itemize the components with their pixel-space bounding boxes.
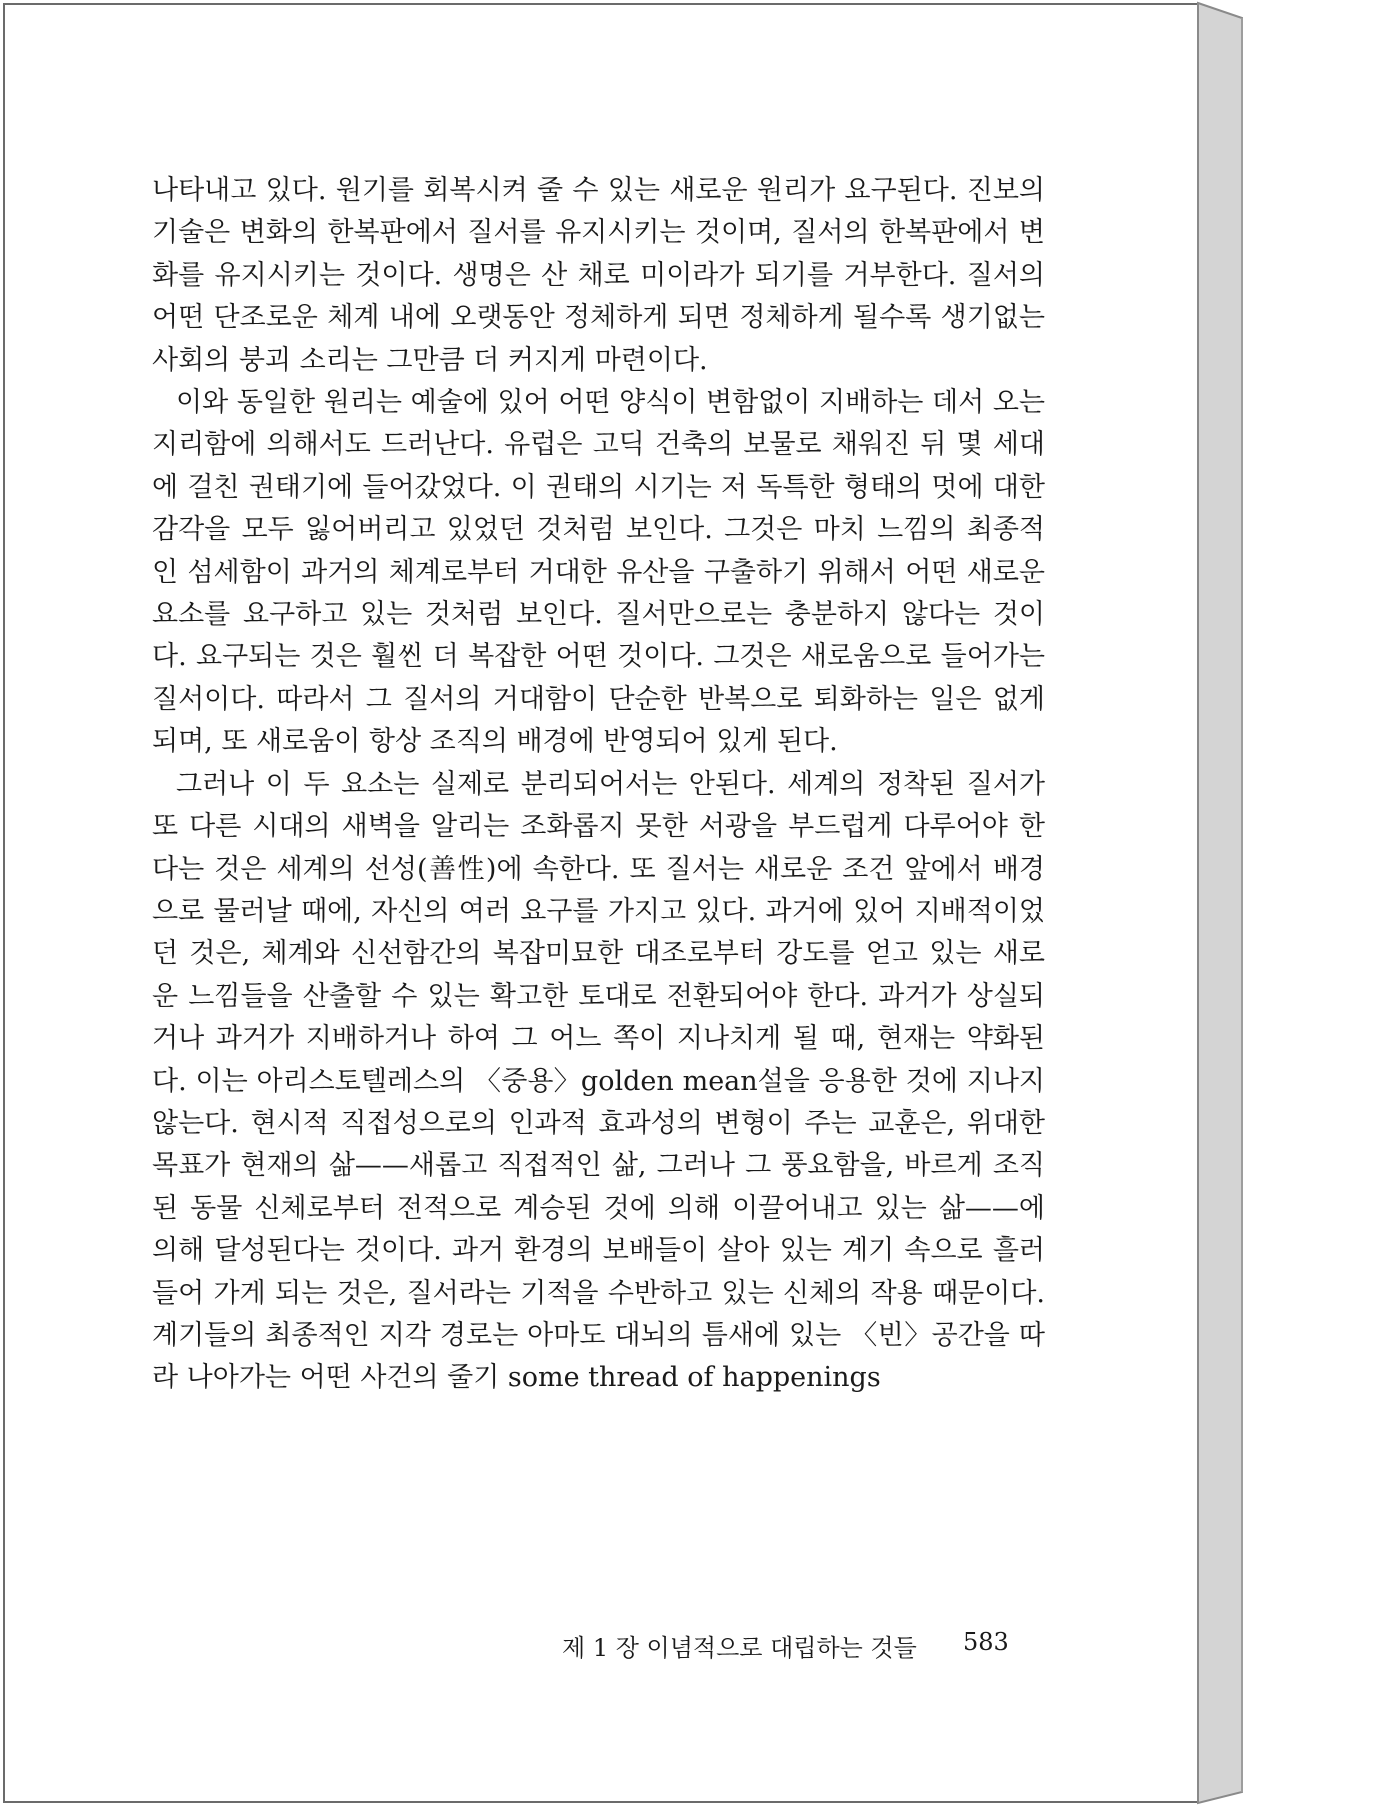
body-text [152,170,1045,1400]
paragraph-3: 그러나 이 두 요소는 실제로 분리되어서는 안된다. 세계의 정착된 질서가 또 다른 시대의 새벽을 알리는 조화롭지 못한 서광을 부드럽게 다루어야 한다는 것은 세계의 선성(善性)에 속한다. 또 질서는 새로운 조건 앞에서 배경으로 물러날 때에, 자신의 여러 요구를 가지고 있다. 과거에 있어 지배적이었던 것은, 체계와 신선함간의 복잡미묘한 대조로부터 강도를 얻고 있는 새로운 느낌들을 산출할 수 있는 확고한 토대로 전환되어야 한다. 과거가 상실되거나 과거가 지배하거나 하여 그 어느 쪽이 지나치게 될 때, 현재는 약화된다. 이는 아리스토텔레스의 〈중용〉golden mean설을 응용한 것에 지나지 않는다. 현시적 직접성으로의 인과적 효과성의 변형이 주는 교훈은, 위대한 목표가 현재의 삶——새롭고 직접적인 삶, 그러나 그 풍요함을, 바르게 조직된 동물 신체로부터 전적으로 계승된 것에 의해 이끌어내고 있는 삶——에 의해 달성된다는 것이다. 과거 환경의 보배들이 살아 있는 계기 속으로 흘러들어 가게 되는 것은, 질서라는 기적을 수반하고 있는 신체의 작용 때문이다. 계기들의 최종적인 지각 경로는 아마도 대뇌의 틈새에 있는 〈빈〉공간을 따라 나아가는 어떤 사건의 줄기 some thread of happenings [152,768,1045,1394]
running-footer-chapter: 제 1 장 이념적으로 대립하는 것들 [562,1634,917,1662]
page-number: 583 [963,1628,1009,1656]
paragraph-1: 나타내고 있다. 원기를 회복시켜 줄 수 있는 새로운 원리가 요구된다. 진보의 기술은 변화의 한복판에서 질서를 유지시키는 것이며, 질서의 한복판에서 변화를 유지시키는 것이다. 생명은 산 채로 미이라가 되기를 거부한다. 질서의 어떤 단조로운 체계 내에 오랫동안 정체하게 되면 정체하게 될수록 생기없는 사회의 붕괴 소리는 그만큼 더 커지게 마련이다. [152,175,1045,376]
paragraph-2: 이와 동일한 원리는 예술에 있어 어떤 양식이 변함없이 지배하는 데서 오는 지리함에 의해서도 드러난다. 유럽은 고딕 건축의 보물로 채워진 뒤 몇 세대에 걸친 권태기에 들어갔었다. 이 권태의 시기는 저 독특한 형태의 멋에 대한 감각을 모두 잃어버리고 있었던 것처럼 보인다. 그것은 마치 느낌의 최종적인 섬세함이 과거의 체계로부터 거대한 유산을 구출하기 위해서 어떤 새로운 요소를 요구하고 있는 것처럼 보인다. 질서만으로는 충분하지 않다는 것이다. 요구되는 것은 훨씬 더 복잡한 어떤 것이다. 그것은 새로움으로 들어가는 질서이다. 따라서 그 질서의 거대함이 단순한 반복으로 퇴화하는 일은 없게 되며, 또 새로움이 항상 조직의 배경에 반영되어 있게 된다. [152,387,1045,758]
